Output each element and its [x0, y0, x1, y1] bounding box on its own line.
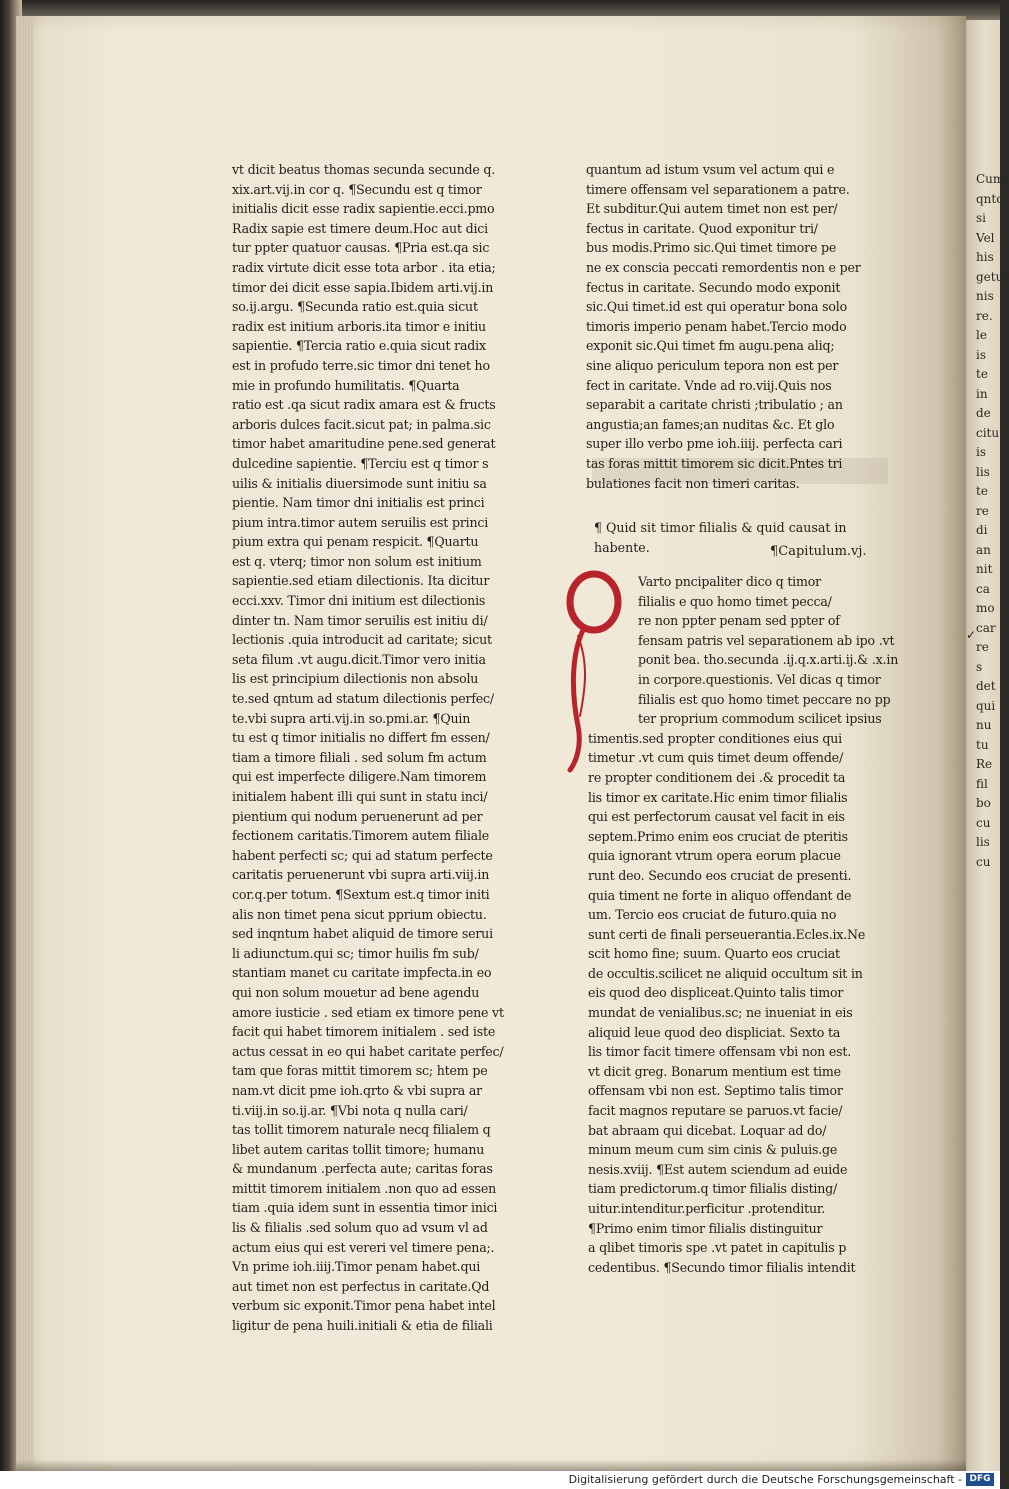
- text-line: ter proprium commodum scilicet ipsius: [638, 711, 882, 727]
- text-line: cor.q.per totum. ¶Sextum est.q timor initi: [232, 886, 490, 902]
- text-line: quia timent ne forte in aliquo offendant de: [588, 887, 852, 903]
- text-line: super illo verbo pme ioh.iiij. perfecta cari: [586, 436, 843, 452]
- text-line: Vn prime ioh.iiij.Timor penam habet.qui: [232, 1259, 481, 1275]
- text-line: facit qui habet timorem initialem . sed iste: [232, 1024, 496, 1040]
- question-line: habente.: [594, 539, 650, 555]
- text-line: actum eius qui est vereri vel timere pena;.: [232, 1239, 495, 1255]
- text-line: lis & filialis .sed solum quo ad vsum vl ad: [232, 1220, 488, 1236]
- text-line: sine aliquo periculum tepora non est per: [586, 357, 839, 373]
- text-line: pientium qui nodum peruenerunt ad per: [232, 808, 483, 824]
- text-line: initialem habent illi qui sunt in statu inci/: [232, 789, 488, 804]
- text-line: a qlibet timoris spe .vt patet in capitulis p: [588, 1240, 847, 1256]
- text-line: timentis.sed propter conditiones eius qui: [588, 730, 842, 746]
- dfg-logo-icon: DFG: [966, 1473, 994, 1486]
- text-line: ligitur de pena huili.initiali & etia de filiali: [232, 1318, 493, 1334]
- chapter-text-column: [588, 572, 899, 1277]
- text-line: lectionis .quia introducit ad caritate; sicut: [232, 632, 492, 648]
- text-line: ti.viij.in so.ij.ar. ¶Vbi nota q nulla cari/: [232, 1102, 468, 1118]
- text-line: tas foras mittit timorem sic dicit.Pntes tri: [586, 455, 843, 471]
- text-line: amore iusticie . sed etiam ex timore pene vt: [232, 1004, 504, 1020]
- text-line: tiam predictorum.q timor filialis disting/: [588, 1181, 838, 1197]
- footer-bar: [0, 1471, 1000, 1489]
- text-line: te.vbi supra arti.vij.in so.pmi.ar. ¶Quin: [232, 710, 471, 726]
- text-line: seta filum .vt augu.dicit.Timor vero initia: [232, 651, 486, 667]
- text-line: eis quod deo displiceat.Quinto talis timor: [588, 985, 844, 1001]
- text-line: xix.art.vij.in cor q. ¶Secundu est q timor: [232, 181, 482, 197]
- chapter-heading: ¶Capitulum.vj.: [770, 544, 867, 559]
- text-line: est in profudo terre.sic timor dni tenet ho: [232, 357, 490, 373]
- text-line: sunt certi de finali perseuerantia.Ecles.ix.Ne: [588, 926, 866, 942]
- text-line: radix virtute dicit esse tota arbor . ita etia;: [232, 259, 496, 275]
- text-line: habent perfecti sc; qui ad statum perfecte: [232, 847, 493, 863]
- text-line: lis timor facit timere offensam vbi non est.: [588, 1044, 852, 1060]
- text-line: nam.vt dicit pme ioh.qrto & vbi supra ar: [232, 1082, 483, 1098]
- text-line: bus modis.Primo sic.Qui timet timore pe: [586, 240, 837, 256]
- text-line: caritatis peruenerunt vbi supra arti.viij.in: [232, 867, 490, 883]
- left-text-column: [232, 160, 524, 1336]
- text-line: tiam .quia idem sunt in essentia timor inici: [232, 1200, 498, 1216]
- text-line: quia ignorant vtrum opera eorum placue: [588, 848, 841, 864]
- text-line: stantiam manet cu caritate impfecta.in eo: [232, 965, 492, 981]
- text-line: um. Tercio eos cruciat de futuro.quia no: [588, 907, 837, 923]
- text-line: fectionem caritatis.Timorem autem filiale: [232, 828, 490, 844]
- text-line: minum meum cum sim cinis & puluis.ge: [588, 1142, 838, 1158]
- text-line: angustia;an fames;an nuditas &c. Et glo: [586, 416, 835, 432]
- text-line: ratio est .qa sicut radix amara est & fructs: [232, 397, 496, 413]
- text-line: re propter conditionem dei .& procedit ta: [588, 769, 846, 785]
- text-line: aliquid leue quod deo displiciat. Sexto ta: [588, 1024, 841, 1040]
- next-page-edge: [960, 20, 1009, 1475]
- text-line: dulcedine sapientie. ¶Terciu est q timor s: [232, 455, 489, 471]
- text-line: pium extra qui penam respicit. ¶Quartu: [232, 534, 479, 550]
- text-line: verbum sic exponit.Timor pena habet intel: [232, 1298, 496, 1314]
- text-line: uilis & initialis diuersimode sunt initiu sa: [232, 475, 487, 491]
- text-line: tas tollit timorem naturale necq filialem q: [232, 1122, 491, 1138]
- text-line: fectus in caritate. Quod exponitur tri/: [586, 220, 818, 236]
- question-line: ¶ Quid sit timor filialis & quid causat in: [594, 520, 847, 535]
- text-line: li adiunctum.qui sc; timor huilis fm sub/: [232, 945, 479, 961]
- text-line: uitur.intenditur.perficitur .protenditur.: [588, 1201, 826, 1216]
- text-line: re non ppter penam sed ppter of: [638, 613, 840, 629]
- text-line: ponit bea. tho.secunda .ij.q.x.arti.ij.& .x.in: [638, 652, 899, 668]
- text-line: Varto pncipaliter dico q timor: [638, 574, 821, 589]
- text-line: fectus in caritate. Secundo modo exponit: [586, 279, 841, 295]
- text-line: est q. vterq; timor non solum est initium: [232, 553, 482, 569]
- next-page-text: Cum qnto si Vel his getur nis re. le is te in de citu is lis te re di an nit ca mo car re s det qui nu tu Re fil bo cu lis cu: [976, 172, 1009, 869]
- text-line: qui non solum mouetur ad bene agendu: [232, 984, 480, 1000]
- text-line: exponit sic.Qui timet fm augu.pena aliq;: [586, 338, 835, 354]
- text-line: sic.Qui timet.id est qui operatur bona solo: [586, 299, 847, 315]
- text-line: timor dei dicit esse sapia.Ibidem arti.vij.in: [232, 279, 494, 295]
- text-line: pium intra.timor autem seruilis est princi: [232, 514, 489, 530]
- text-line: mundat de venialibus.sc; ne inueniat in eis: [588, 1005, 853, 1021]
- text-line: sapientie. ¶Tercia ratio e.quia sicut radix: [232, 338, 486, 354]
- text-line: septem.Primo enim eos cruciat de pteritis: [588, 828, 848, 844]
- text-line: ¶Primo enim timor filialis distinguitur: [588, 1220, 823, 1236]
- text-line: filialis est quo homo timet peccare no pp: [638, 691, 891, 707]
- text-line: initialis dicit esse radix sapientie.ecci.pmo: [232, 201, 495, 217]
- text-line: mittit timorem initialem .non quo ad essen: [232, 1180, 497, 1196]
- text-line: lis est principium dilectionis non absolu: [232, 671, 479, 687]
- text-line: tam que foras mittit timorem sc; htem pe: [232, 1063, 488, 1079]
- text-line: quantum ad istum vsum vel actum qui e: [586, 162, 835, 177]
- text-line: qui est imperfecte diligere.Nam timorem: [232, 769, 487, 785]
- text-line: offensam vbi non est. Septimo talis timor: [588, 1083, 843, 1099]
- page-foredge: [16, 16, 34, 1471]
- text-line: te.sed qntum ad statum dilectionis perfec/: [232, 691, 494, 707]
- text-line: scit homo fine; suum. Quarto eos cruciat: [588, 946, 840, 962]
- right-text-column-top: [586, 160, 882, 493]
- text-line: tiam a timore filiali . sed solum fm actum: [232, 749, 487, 765]
- text-line: de occultis.scilicet ne aliquid occultum sit in: [588, 965, 863, 981]
- text-line: Et subditur.Qui autem timet non est per/: [586, 201, 838, 217]
- footer-credit: Digitalisierung gefördert durch die Deutsche Forschungsgemeinschaft -: [568, 1473, 962, 1486]
- text-line: fensam patris vel separationem ab ipo .vt: [638, 632, 895, 648]
- text-line: nesis.xviij. ¶Est autem sciendum ad euide: [588, 1161, 848, 1177]
- text-line: alis non timet pena sicut pprium obiectu.: [232, 906, 487, 922]
- text-line: aut timet non est perfectus in caritate.Qd: [232, 1278, 490, 1294]
- text-line: radix est initium arboris.ita timor e initiu: [232, 318, 486, 334]
- text-line: libet autem caritas tollit timore; humanu: [232, 1141, 485, 1157]
- text-line: arboris dulces facit.sicut pat; in palma.sic: [232, 416, 491, 432]
- text-line: sed inqntum habet aliquid de timore serui: [232, 926, 493, 942]
- margin-mark: ✓: [966, 628, 977, 642]
- text-line: tu est q timor initialis no differt fm essen/: [232, 730, 490, 746]
- text-line: filialis e quo homo timet pecca/: [638, 593, 832, 609]
- text-line: sapientie.sed etiam dilectionis. Ita dicitur: [232, 573, 490, 589]
- text-line: fect in caritate. Vnde ad ro.viij.Quis nos: [586, 377, 832, 393]
- text-line: runt deo. Secundo eos cruciat de presenti.: [588, 867, 852, 883]
- text-line: timoris imperio penam habet.Tercio modo: [586, 318, 847, 334]
- text-line: so.ij.argu. ¶Secunda ratio est.quia sicut: [232, 299, 478, 315]
- text-line: timetur .vt cum quis timet deum offende/: [588, 750, 843, 766]
- text-line: bat abraam qui dicebat. Loquar ad do/: [588, 1122, 827, 1138]
- text-line: & mundanum .perfecta aute; caritas foras: [232, 1161, 493, 1177]
- text-line: dinter tn. Nam timor seruilis est initiu di/: [232, 612, 488, 628]
- text-line: ecci.xxv. Timor dni initium est dilectionis: [232, 593, 486, 609]
- text-line: timor habet amaritudine pene.sed generat: [232, 436, 496, 452]
- text-line: qui est perfectorum causat vel facit in eis: [588, 809, 845, 825]
- text-line: pientie. Nam timor dni initialis est princi: [232, 495, 485, 511]
- text-line: ne ex conscia peccati remordentis non e per: [586, 259, 861, 275]
- text-line: separabit a caritate christi ;tribulatio ; an: [586, 397, 843, 413]
- text-line: mie in profundo humilitatis. ¶Quarta: [232, 377, 460, 393]
- text-line: vt dicit greg. Bonarum mentium est time: [588, 1063, 841, 1079]
- text-line: vt dicit beatus thomas secunda secunde q.: [232, 162, 496, 177]
- text-line: Radix sapie est timere deum.Hoc aut dici: [232, 220, 488, 236]
- text-line: bulationes facit non timeri caritas.: [586, 475, 800, 491]
- text-line: actus cessat in eo qui habet caritate perfec/: [232, 1043, 504, 1059]
- text-line: cedentibus. ¶Secundo timor filialis intendit: [588, 1259, 856, 1275]
- text-line: facit magnos reputare se paruos.vt facie/: [588, 1103, 843, 1119]
- text-line: tur ppter quatuor causas. ¶Pria est.qa sic: [232, 240, 490, 256]
- text-line: in corpore.questionis. Vel dicas q timor: [638, 671, 881, 687]
- page-bottom-shadow: [16, 1460, 966, 1471]
- text-line: lis timor ex caritate.Hic enim timor filialis: [588, 789, 848, 805]
- text-line: timere offensam vel separationem a patre.: [586, 181, 850, 197]
